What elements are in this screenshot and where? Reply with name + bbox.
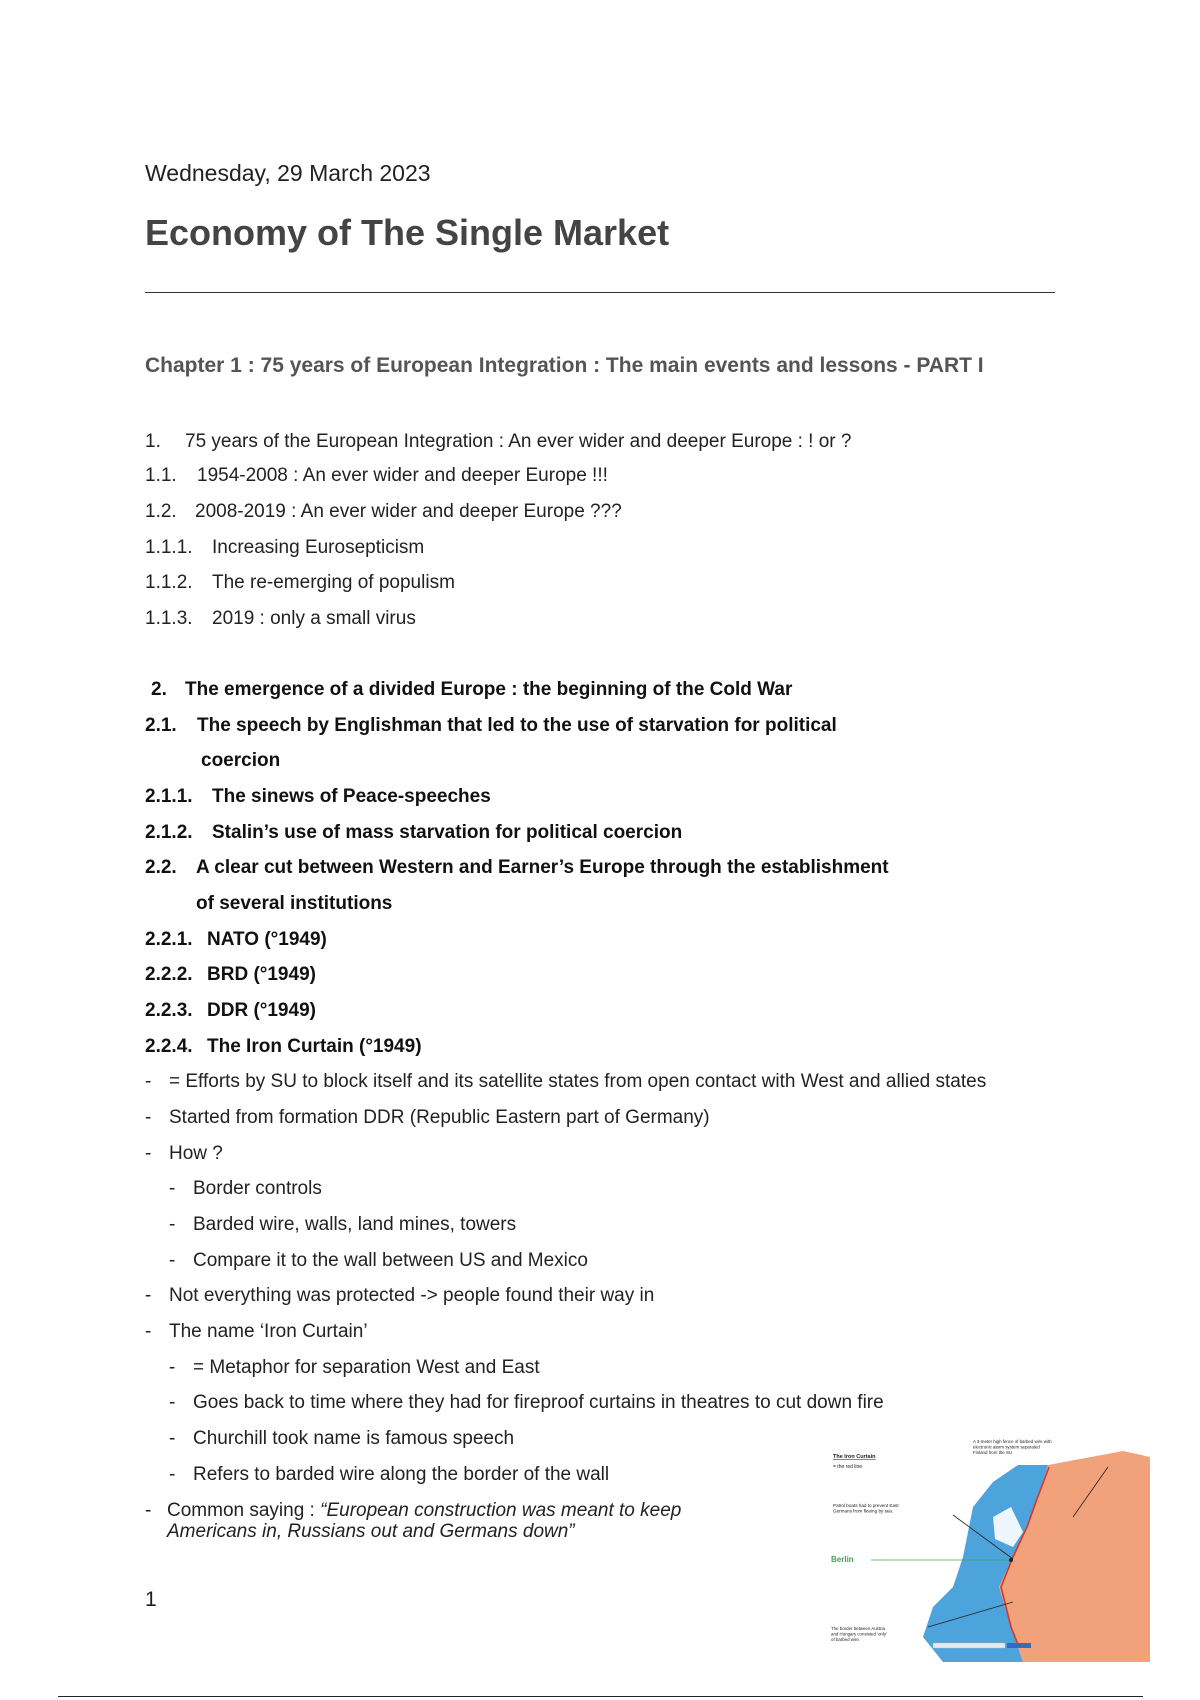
dash-icon: -	[145, 1500, 152, 1521]
map-legend-sub: = the red line	[833, 1464, 863, 1470]
outline-item: 1.2. 2008-2019 : An ever wider and deeper Europe ???	[145, 501, 622, 522]
outline-item: 2.2.1. NATO (°1949)	[145, 929, 327, 950]
dash-icon: -	[169, 1464, 176, 1485]
outline-item: 1.1. 1954-2008 : An ever wider and deeper Europe !!!	[145, 465, 608, 486]
bullet-item: - Goes back to time where they had for fireproof curtains in theatres to cut down fire	[169, 1392, 884, 1413]
bullet-item: - = Efforts by SU to block itself and its satellite states from open contact with West and allied states	[145, 1071, 987, 1092]
outline-item: 1.1.2. The re-emerging of populism	[145, 572, 455, 593]
bullet-item: - Border controls	[169, 1178, 322, 1199]
dash-icon: -	[169, 1214, 176, 1235]
dash-icon: -	[169, 1392, 176, 1413]
outline-item: 2.1. The speech by Englishman that led to the use of starvation for political	[145, 715, 837, 736]
page-bottom-divider	[58, 1696, 1143, 1697]
dash-icon: -	[169, 1178, 176, 1199]
page-number: 1	[145, 1588, 157, 1611]
title-divider	[145, 292, 1055, 293]
map-legend-title: The Iron Curtain	[833, 1454, 876, 1460]
dash-icon: -	[145, 1285, 152, 1306]
outline-item: 2.1.1. The sinews of Peace-speeches	[145, 786, 491, 807]
map-note-patrol: Patrol boats had to prevent East Germans from fleeing by sea.	[833, 1503, 899, 1514]
bullet-item: - = Metaphor for separation West and East	[169, 1357, 540, 1378]
dash-icon: -	[145, 1071, 152, 1092]
outline-item: 2.1.2. Stalin’s use of mass starvation for political coercion	[145, 822, 683, 843]
bullet-item: - Churchill took name is famous speech	[169, 1428, 515, 1449]
bullet-item: - Refers to barded wire along the border of the wall	[169, 1464, 610, 1485]
outline-item: 2.2. A clear cut between Western and Earner’s Europe through the establishment	[145, 857, 889, 878]
dash-icon: -	[169, 1428, 176, 1449]
bullet-item: - Barded wire, walls, land mines, towers	[169, 1214, 517, 1235]
bullet-item: - Compare it to the wall between US and Mexico	[169, 1250, 588, 1271]
outline-item: 1. 75 years of the European Integration : An ever wider and deeper Europe : ! or ?	[145, 431, 852, 452]
dash-icon: -	[145, 1321, 152, 1342]
outline-item: 2.2.3. DDR (°1949)	[145, 1000, 316, 1021]
iron-curtain-map	[823, 1437, 1150, 1662]
outline-item: 2.2.2. BRD (°1949)	[145, 964, 316, 985]
outline-item: of several institutions	[196, 893, 393, 914]
dash-icon: -	[169, 1250, 176, 1271]
bullet-item: - How ?	[145, 1143, 223, 1164]
map-note-border: The border between Austria and Hungary consisted 'only' of barbed wire.	[831, 1626, 887, 1642]
bullet-item: - The name ‘Iron Curtain’	[145, 1321, 368, 1342]
outline-item: coercion	[201, 750, 281, 771]
outline-item: 2. The emergence of a divided Europe : the beginning of the Cold War	[151, 679, 793, 700]
dash-icon: -	[145, 1107, 152, 1128]
bullet-item: - Not everything was protected -> people found their way in	[145, 1285, 655, 1306]
dash-icon: -	[169, 1357, 176, 1378]
outline-item: 2.2.4. The Iron Curtain (°1949)	[145, 1036, 422, 1057]
bullet-item: - Started from formation DDR (Republic Eastern part of Germany)	[145, 1107, 710, 1128]
map-note-finland: A 3-meter high fence of barbed wire with electronic alarm system separated Finland from the SU	[973, 1439, 1052, 1455]
outline-item: 1.1.1. Increasing Eurosepticism	[145, 537, 425, 558]
dash-icon: -	[145, 1143, 152, 1164]
chapter-heading: Chapter 1 : 75 years of European Integration : The main events and lessons - PART I	[145, 354, 984, 377]
outline-item: 1.1.3. 2019 : only a small virus	[145, 608, 416, 629]
common-saying: - Common saying : “European construction was meant to keep Americans in, Russians out and Germans down”	[145, 1500, 682, 1542]
note-date: Wednesday, 29 March 2023	[145, 160, 431, 186]
map-berlin-label: Berlin	[831, 1555, 854, 1564]
page-title: Economy of The Single Market	[145, 212, 670, 253]
